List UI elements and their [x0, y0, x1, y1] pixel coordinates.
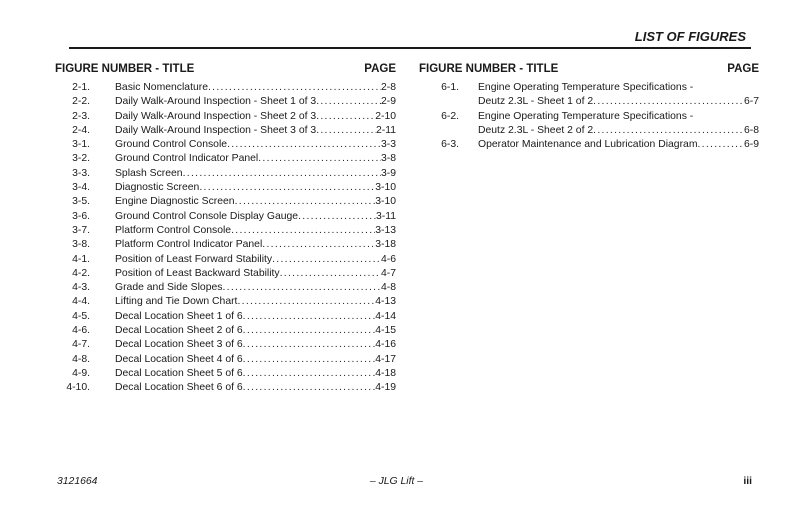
figure-title-line — [115, 353, 396, 367]
figure-entry[interactable] — [55, 338, 396, 352]
figure-title-line — [115, 267, 396, 281]
dot-leader — [316, 124, 376, 138]
figure-entry[interactable] — [55, 267, 396, 281]
figure-page: 2-8 — [380, 82, 396, 93]
left-figure-list — [55, 63, 396, 396]
figure-title: Operator Maintenance and Lubrication Diagram — [478, 139, 698, 151]
figure-entry-body — [115, 110, 396, 124]
document-number: 3121664 — [57, 476, 98, 487]
figure-entry-body — [115, 310, 396, 324]
figure-title-line — [478, 110, 759, 124]
figure-title: Daily Walk-Around Inspection - Sheet 3 of 3 — [115, 124, 317, 136]
figure-number: 6-3. — [441, 139, 459, 151]
figure-entry-body — [115, 124, 396, 138]
page-title: LIST OF FIGURES — [634, 29, 746, 44]
figure-title: Decal Location Sheet 1 of 6 — [115, 310, 243, 322]
column-heading-title: FIGURE NUMBER - TITLE — [419, 63, 559, 75]
figure-title: Grade and Side Slopes — [115, 282, 223, 294]
figure-title-line — [115, 167, 396, 181]
figure-number: 4-7. — [72, 339, 90, 351]
figure-title: Decal Location Sheet 2 of 6 — [115, 325, 243, 337]
dot-leader — [237, 295, 375, 309]
figure-page: 3-10 — [375, 182, 396, 194]
figure-entry-body — [115, 152, 396, 166]
figure-page: 4-8 — [380, 282, 396, 294]
figure-title: Ground Control Console — [115, 139, 228, 151]
figure-entry-body — [115, 324, 396, 338]
figure-title-line — [115, 310, 396, 324]
figure-title-line — [115, 253, 396, 267]
figure-number: 4-9. — [72, 367, 90, 379]
figure-number: 3-4. — [72, 182, 90, 194]
figure-title-line — [478, 81, 759, 95]
figure-number: 3-7. — [72, 224, 90, 236]
figure-page: 4-15 — [375, 325, 396, 337]
figure-page: 4-16 — [375, 339, 396, 351]
figure-entry-body — [115, 81, 396, 95]
figure-title: Engine Operating Temperature Specifications - — [478, 82, 694, 93]
figure-title-line — [115, 281, 396, 295]
dot-leader — [243, 324, 376, 338]
figure-page: 6-9 — [743, 139, 759, 151]
figure-entry[interactable] — [55, 281, 396, 295]
figure-page: 3-18 — [375, 239, 396, 251]
figure-page: 6-8 — [743, 124, 759, 136]
figure-page: 2-10 — [375, 110, 396, 122]
figure-entry-body — [478, 110, 759, 139]
right-figure-list — [419, 63, 759, 152]
figure-entry[interactable] — [55, 124, 396, 138]
figure-entry[interactable] — [55, 95, 396, 109]
figure-number: 4-10. — [66, 382, 90, 394]
figure-entry[interactable] — [419, 110, 759, 139]
title-rule — [69, 47, 751, 49]
figure-entry-body — [115, 253, 396, 267]
dot-leader — [316, 95, 381, 109]
dot-leader — [231, 224, 375, 238]
figure-page: 3-8 — [380, 153, 396, 165]
figure-entry-body — [478, 81, 759, 110]
figure-entry-body — [115, 181, 396, 195]
figure-title-line — [115, 195, 396, 209]
figure-title-line — [478, 124, 759, 138]
figure-entry-body — [115, 224, 396, 238]
figure-title-line — [115, 324, 396, 338]
figure-title-line — [115, 138, 396, 152]
figure-title-continued: Deutz 2.3L - Sheet 1 of 2 — [478, 96, 594, 108]
figure-entry[interactable] — [55, 253, 396, 267]
figure-title-line — [115, 124, 396, 138]
figure-number: 2-1. — [72, 82, 90, 93]
figure-title-continued: Deutz 2.3L - Sheet 2 of 2 — [478, 124, 594, 136]
figure-title: Ground Control Console Display Gauge — [115, 210, 299, 222]
figure-page: 3-13 — [375, 224, 396, 236]
figure-title: Splash Screen — [115, 167, 183, 179]
figure-number: 4-3. — [72, 282, 90, 294]
figure-page: 4-6 — [380, 253, 396, 265]
figure-title-line — [115, 152, 396, 166]
figure-page: 3-11 — [375, 210, 396, 222]
figure-title: Ground Control Indicator Panel — [115, 153, 259, 165]
figure-title: Decal Location Sheet 4 of 6 — [115, 353, 243, 365]
figure-entry[interactable] — [55, 224, 396, 238]
figure-page: 4-18 — [375, 367, 396, 379]
figure-page: 4-19 — [375, 382, 396, 394]
figure-number: 2-4. — [72, 124, 90, 136]
figure-entry-body — [115, 381, 396, 395]
figure-entry[interactable] — [55, 181, 396, 195]
figure-page: 4-7 — [380, 267, 396, 279]
figure-title-line — [115, 210, 396, 224]
dot-leader — [243, 353, 376, 367]
figure-entry-body — [115, 353, 396, 367]
figure-title: Engine Diagnostic Screen — [115, 196, 235, 208]
figure-title-line — [115, 381, 396, 395]
figure-entry[interactable] — [55, 295, 396, 309]
figure-entry-body — [115, 210, 396, 224]
figure-title: Decal Location Sheet 6 of 6 — [115, 382, 243, 394]
figure-entry[interactable] — [55, 81, 396, 95]
column-heading-page: PAGE — [364, 63, 396, 75]
figure-title: Daily Walk-Around Inspection - Sheet 2 of 3 — [115, 110, 317, 122]
figure-entry[interactable] — [55, 138, 396, 152]
figure-page: 4-17 — [375, 353, 396, 365]
figure-number: 4-1. — [72, 253, 90, 265]
figure-entry[interactable] — [55, 195, 396, 209]
figure-number: 3-8. — [72, 239, 90, 251]
figure-page: 2-9 — [380, 96, 396, 108]
dot-leader — [243, 338, 376, 352]
figure-page: 3-10 — [375, 196, 396, 208]
figure-number: 6-2. — [441, 110, 459, 122]
dot-leader — [593, 124, 744, 138]
figure-title-line — [115, 95, 396, 109]
dot-leader — [235, 195, 376, 209]
figure-entry[interactable] — [55, 167, 396, 181]
figure-entry-body — [115, 238, 396, 252]
figure-title: Platform Control Console — [115, 224, 232, 236]
dot-leader — [316, 110, 375, 124]
figure-entry[interactable] — [55, 210, 396, 224]
figure-title: Decal Location Sheet 3 of 6 — [115, 339, 243, 351]
figure-page: 4-13 — [375, 296, 396, 308]
figure-title: Platform Control Indicator Panel — [115, 239, 263, 251]
figure-number: 4-5. — [72, 310, 90, 322]
figure-title-line — [115, 238, 396, 252]
figure-entry-body — [478, 138, 759, 152]
figure-entry-body — [115, 295, 396, 309]
left-column-heading — [55, 63, 396, 80]
figure-entry-body — [115, 281, 396, 295]
right-entries — [419, 81, 759, 152]
figure-number: 3-5. — [72, 196, 90, 208]
left-entries — [55, 81, 396, 396]
figure-number: 3-6. — [72, 210, 90, 222]
figure-entry[interactable] — [55, 152, 396, 166]
right-column-heading — [419, 63, 759, 80]
figure-entry[interactable] — [55, 310, 396, 324]
figure-entry-body — [115, 367, 396, 381]
figure-entry-body — [115, 95, 396, 109]
figure-title-line — [115, 338, 396, 352]
figure-title-line — [115, 181, 396, 195]
dot-leader — [183, 167, 381, 181]
figure-number: 4-2. — [72, 267, 90, 279]
figure-title-line — [115, 224, 396, 238]
dot-leader — [593, 95, 744, 109]
dot-leader — [243, 310, 376, 324]
dot-leader — [280, 267, 381, 281]
figure-entry-body — [115, 167, 396, 181]
figure-number: 2-2. — [72, 96, 90, 108]
figure-number: 4-8. — [72, 353, 90, 365]
figure-title-line — [478, 95, 759, 109]
figure-title: Position of Least Backward Stability — [115, 267, 280, 279]
dot-leader — [243, 381, 376, 395]
dot-leader — [258, 152, 381, 166]
figure-page: 3-3 — [380, 139, 396, 151]
figure-number: 3-1. — [72, 139, 90, 151]
figure-number: 3-3. — [72, 167, 90, 179]
column-heading-page: PAGE — [727, 63, 759, 75]
figure-entry[interactable] — [55, 381, 396, 395]
figure-title-line — [115, 295, 396, 309]
dot-leader — [208, 81, 381, 95]
figure-page: 4-14 — [375, 310, 396, 322]
figure-entry-body — [115, 195, 396, 209]
figure-entry-body — [115, 338, 396, 352]
figure-entry[interactable] — [55, 110, 396, 124]
figure-page: 3-9 — [380, 167, 396, 179]
figure-entry[interactable] — [55, 353, 396, 367]
dot-leader — [298, 210, 376, 224]
dot-leader — [262, 238, 375, 252]
footer-brand: – JLG Lift – — [369, 476, 424, 487]
figure-title-line — [115, 81, 396, 95]
figure-title: Position of Least Forward Stability — [115, 253, 273, 265]
dot-leader — [243, 367, 376, 381]
figure-page: 2-11 — [375, 124, 396, 136]
dot-leader — [222, 281, 381, 295]
figure-page: 6-7 — [743, 96, 759, 108]
figure-entry[interactable] — [55, 238, 396, 252]
figure-number: 4-4. — [72, 296, 90, 308]
figure-entry[interactable] — [419, 81, 759, 110]
figure-number: 2-3. — [72, 110, 90, 122]
figure-title: Decal Location Sheet 5 of 6 — [115, 367, 243, 379]
figure-title: Basic Nomenclature — [115, 82, 208, 93]
figure-entry-body — [115, 138, 396, 152]
dot-leader — [697, 138, 743, 152]
figure-entry-body — [115, 267, 396, 281]
dot-leader — [227, 138, 381, 152]
figure-title: Lifting and Tie Down Chart — [115, 296, 238, 308]
figure-number: 3-2. — [72, 153, 90, 165]
figure-number: 6-1. — [441, 82, 459, 93]
dot-leader — [272, 253, 381, 267]
figure-entry[interactable] — [55, 324, 396, 338]
figure-entry[interactable] — [419, 138, 759, 152]
dot-leader — [199, 181, 375, 195]
figure-entry[interactable] — [55, 367, 396, 381]
figure-title-line — [478, 138, 759, 152]
figure-title: Daily Walk-Around Inspection - Sheet 1 of 3 — [115, 96, 317, 108]
page-number: iii — [743, 476, 752, 487]
figure-number: 4-6. — [72, 325, 90, 337]
column-heading-title: FIGURE NUMBER - TITLE — [55, 63, 195, 75]
figure-title: Diagnostic Screen — [115, 182, 200, 194]
figure-title: Engine Operating Temperature Specifications - — [478, 110, 694, 122]
figure-title-line — [115, 110, 396, 124]
figure-title-line — [115, 367, 396, 381]
